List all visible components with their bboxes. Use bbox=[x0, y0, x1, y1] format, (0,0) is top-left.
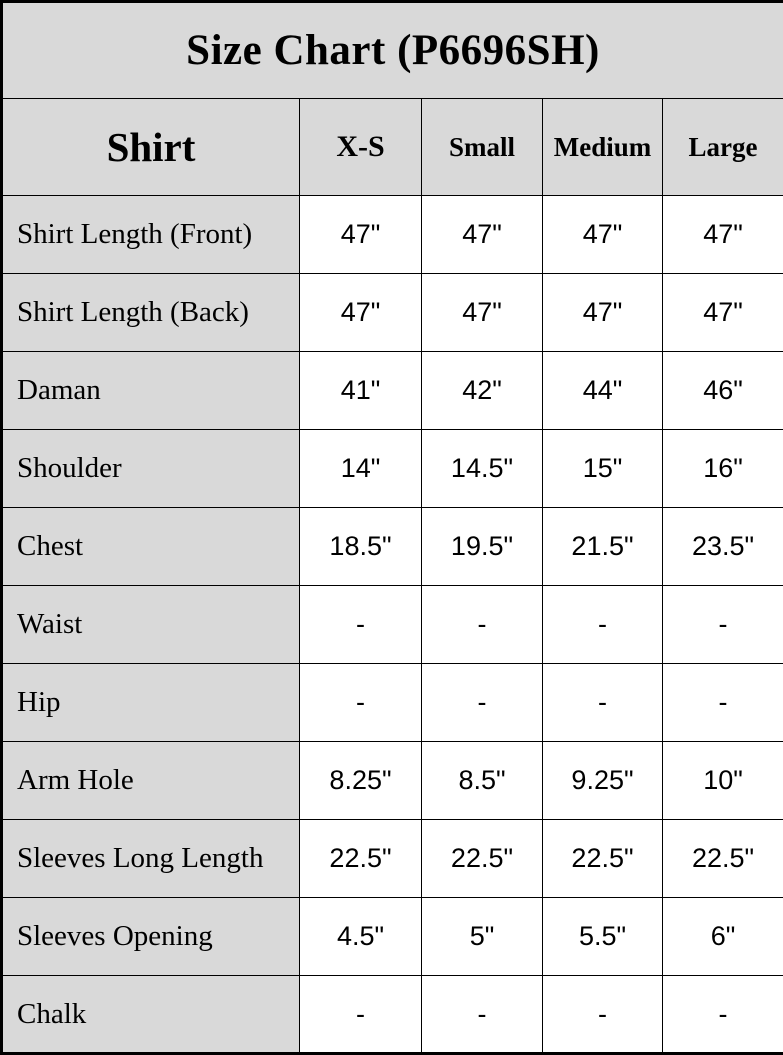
measurement-cell: 4.5" bbox=[300, 898, 422, 976]
table-row-sleeves-opening bbox=[2, 898, 783, 976]
table-row-chest bbox=[2, 508, 783, 586]
measurement-cell: 23.5" bbox=[663, 508, 783, 586]
measurement-cell: 47" bbox=[422, 274, 543, 352]
measurement-cell: 22.5" bbox=[422, 820, 543, 898]
measurement-cell: 44" bbox=[543, 352, 663, 430]
row-label: Daman bbox=[2, 352, 300, 430]
measurement-cell: - bbox=[300, 664, 422, 742]
table-row-shirt-length-back bbox=[2, 274, 783, 352]
table-row-hip bbox=[2, 664, 783, 742]
table-row-shirt-length-front bbox=[2, 196, 783, 274]
measurement-cell: 8.5" bbox=[422, 742, 543, 820]
column-header-large: Large bbox=[663, 99, 783, 196]
measurement-cell: - bbox=[300, 586, 422, 664]
measurement-cell: 5.5" bbox=[543, 898, 663, 976]
measurement-cell: 8.25" bbox=[300, 742, 422, 820]
column-header-medium: Medium bbox=[543, 99, 663, 196]
column-header-row bbox=[2, 99, 783, 196]
row-label: Chalk bbox=[2, 976, 300, 1054]
measurement-cell: 16" bbox=[663, 430, 783, 508]
row-label: Chest bbox=[2, 508, 300, 586]
measurement-cell: - bbox=[300, 976, 422, 1054]
measurement-cell: 47" bbox=[300, 274, 422, 352]
measurement-cell: 14.5" bbox=[422, 430, 543, 508]
measurement-cell: 21.5" bbox=[543, 508, 663, 586]
row-label: Arm Hole bbox=[2, 742, 300, 820]
measurement-cell: 47" bbox=[663, 196, 783, 274]
measurement-cell: 9.25" bbox=[543, 742, 663, 820]
measurement-cell: 47" bbox=[543, 196, 663, 274]
measurement-cell: 15" bbox=[543, 430, 663, 508]
measurement-cell: 47" bbox=[300, 196, 422, 274]
table-row-shoulder bbox=[2, 430, 783, 508]
measurement-cell: 18.5" bbox=[300, 508, 422, 586]
measurement-cell: 22.5" bbox=[663, 820, 783, 898]
measurement-cell: - bbox=[422, 586, 543, 664]
measurement-cell: 22.5" bbox=[300, 820, 422, 898]
measurement-cell: 47" bbox=[543, 274, 663, 352]
title-row bbox=[2, 2, 783, 99]
measurement-cell: 10" bbox=[663, 742, 783, 820]
table-row-arm-hole bbox=[2, 742, 783, 820]
column-header-small: Small bbox=[422, 99, 543, 196]
column-header-xs: X-S bbox=[300, 99, 422, 196]
row-label: Shirt Length (Front) bbox=[2, 196, 300, 274]
measurement-cell: 14" bbox=[300, 430, 422, 508]
corner-header-shirt: Shirt bbox=[2, 99, 300, 196]
measurement-cell: - bbox=[422, 976, 543, 1054]
measurement-cell: - bbox=[543, 586, 663, 664]
table-row-chalk bbox=[2, 976, 783, 1054]
measurement-cell: 47" bbox=[422, 196, 543, 274]
row-label: Waist bbox=[2, 586, 300, 664]
measurement-cell: 6" bbox=[663, 898, 783, 976]
measurement-cell: - bbox=[422, 664, 543, 742]
measurement-cell: 46" bbox=[663, 352, 783, 430]
measurement-cell: 22.5" bbox=[543, 820, 663, 898]
row-label: Shirt Length (Back) bbox=[2, 274, 300, 352]
measurement-cell: - bbox=[663, 664, 783, 742]
table-row-daman bbox=[2, 352, 783, 430]
row-label: Sleeves Long Length bbox=[2, 820, 300, 898]
row-label: Shoulder bbox=[2, 430, 300, 508]
measurement-cell: 19.5" bbox=[422, 508, 543, 586]
row-label: Hip bbox=[2, 664, 300, 742]
measurement-cell: - bbox=[543, 976, 663, 1054]
table-row-sleeves-long-length bbox=[2, 820, 783, 898]
measurement-cell: 5" bbox=[422, 898, 543, 976]
table-row-waist bbox=[2, 586, 783, 664]
measurement-cell: - bbox=[663, 586, 783, 664]
measurement-cell: 41" bbox=[300, 352, 422, 430]
measurement-cell: 47" bbox=[663, 274, 783, 352]
row-label: Sleeves Opening bbox=[2, 898, 300, 976]
table-title: Size Chart (P6696SH) bbox=[2, 2, 783, 99]
measurement-cell: - bbox=[663, 976, 783, 1054]
measurement-cell: 42" bbox=[422, 352, 543, 430]
measurement-cell: - bbox=[543, 664, 663, 742]
